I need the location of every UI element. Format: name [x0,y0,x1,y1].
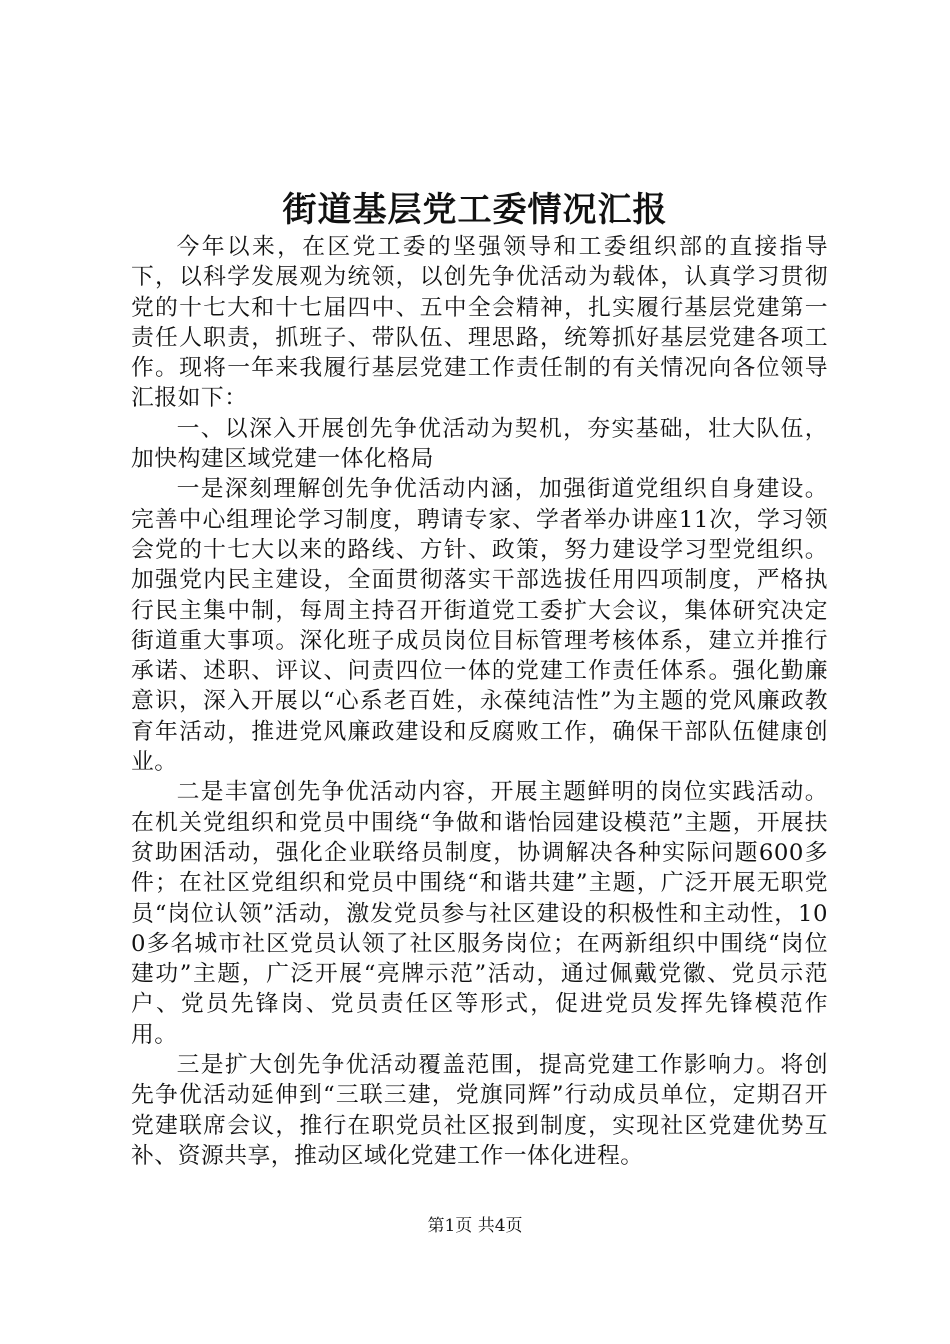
paragraph-point-two: 二是丰富创先争优活动内容，开展主题鲜明的岗位实践活动。在机关党组织和党员中围绕“争做和谐怡园建设模范”主题，开展扶贫助困活动，强化企业联络员制度，协调解决各种实际问题600多件；在社区党组织和党员中围绕“和谐共建”主题，广泛开展无职党员“岗位认领”活动，激发党员参与社区建设的积极性和主动性，100多名城市社区党员认领了社区服务岗位；在两新组织中围绕“岗位建功”主题，广泛开展“亮牌示范”活动，通过佩戴党徽、党员示范户、党员先锋岗、党员责任区等形式，促进党员发挥先锋模范作用。 [131,779,828,1048]
document-body [131,232,828,1171]
page-number-footer: 第1页 共4页 [427,1216,523,1236]
paragraph-section-heading: 一、以深入开展创先争优活动为契机，夯实基础，壮大队伍，加快构建区域党建一体化格局 [131,415,828,473]
document-title: 街道基层党工委情况汇报 [282,190,668,230]
paragraph-point-one: 一是深刻理解创先争优活动内涵，加强街道党组织自身建设。完善中心组理论学习制度，聘请专家、学者举办讲座11次，学习领会党的十七大以来的路线、方针、政策，努力建设学习型党组织。加强党内民主建设，全面贯彻落实干部选拔任用四项制度，严格执行民主集中制，每周主持召开街道党工委扩大会议，集体研究决定街道重大事项。深化班子成员岗位目标管理考核体系，建立并推行承诺、述职、评议、问责四位一体的党建工作责任体系。强化勤廉意识，深入开展以“心系老百姓，永葆纯洁性”为主题的党风廉政教育年活动，推进党风廉政建设和反腐败工作，确保干部队伍健康创业。 [131,476,828,776]
paragraph-point-three: 三是扩大创先争优活动覆盖范围，提高党建工作影响力。将创先争优活动延伸到“三联三建，党旗同辉”行动成员单位，定期召开党建联席会议，推行在职党员社区报到制度，实现社区党建优势互补、资源共享，推动区域化党建工作一体化进程。 [131,1052,828,1169]
paragraph-intro: 今年以来，在区党工委的坚强领导和工委组织部的直接指导下，以科学发展观为统领，以创先争优活动为载体，认真学习贯彻党的十七大和十七届四中、五中全会精神，扎实履行基层党建第一责任人职责，抓班子、带队伍、理思路，统筹抓好基层党建各项工作。现将一年来我履行基层党建工作责任制的有关情况向各位领导汇报如下： [131,234,828,412]
